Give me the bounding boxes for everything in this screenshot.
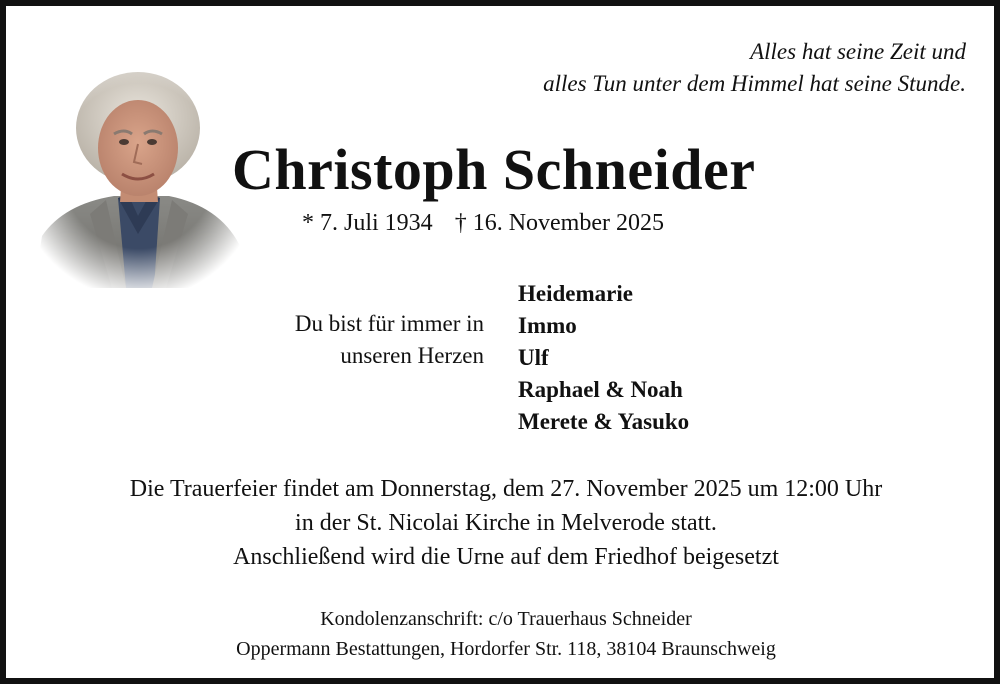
deceased-name: Christoph Schneider <box>232 137 756 202</box>
condolence-address <box>6 604 1000 664</box>
birth-date: * 7. Juli 1934 <box>302 210 433 236</box>
family-member: Immo <box>518 313 577 338</box>
service-line-3: Anschließend wird die Urne auf dem Friedhof beigesetzt <box>233 544 779 570</box>
family-list <box>518 278 689 438</box>
portrait-photo <box>34 66 244 288</box>
family-member: Heidemarie <box>518 281 633 306</box>
address-line-2: Oppermann Bestattungen, Hordorfer Str. 118, 38104 Braunschweig <box>236 638 776 660</box>
service-line-2: in der St. Nicolai Kirche in Melverode statt. <box>295 510 717 536</box>
quote-line-1: Alles hat seine Zeit und <box>750 39 966 64</box>
family-member: Raphael & Noah <box>518 377 683 402</box>
service-line-1: Die Trauerfeier findet am Donnerstag, dem 27. November 2025 um 12:00 Uhr <box>129 476 883 502</box>
quote-line-2: alles Tun unter dem Himmel hat seine Stunde. <box>543 71 966 96</box>
memorial-motto <box>295 308 484 372</box>
motto-line-2: unseren Herzen <box>340 343 484 368</box>
motto-line-1: Du bist für immer in <box>294 311 484 336</box>
family-member: Ulf <box>518 345 549 370</box>
funeral-service-info <box>6 472 1000 574</box>
bible-quote <box>543 36 966 100</box>
address-line-1: Kondolenzanschrift: c/o Trauerhaus Schneider <box>320 608 692 630</box>
family-member: Merete & Yasuko <box>518 409 690 434</box>
death-date: † 16. November 2025 <box>454 210 664 236</box>
life-dates <box>302 210 664 237</box>
